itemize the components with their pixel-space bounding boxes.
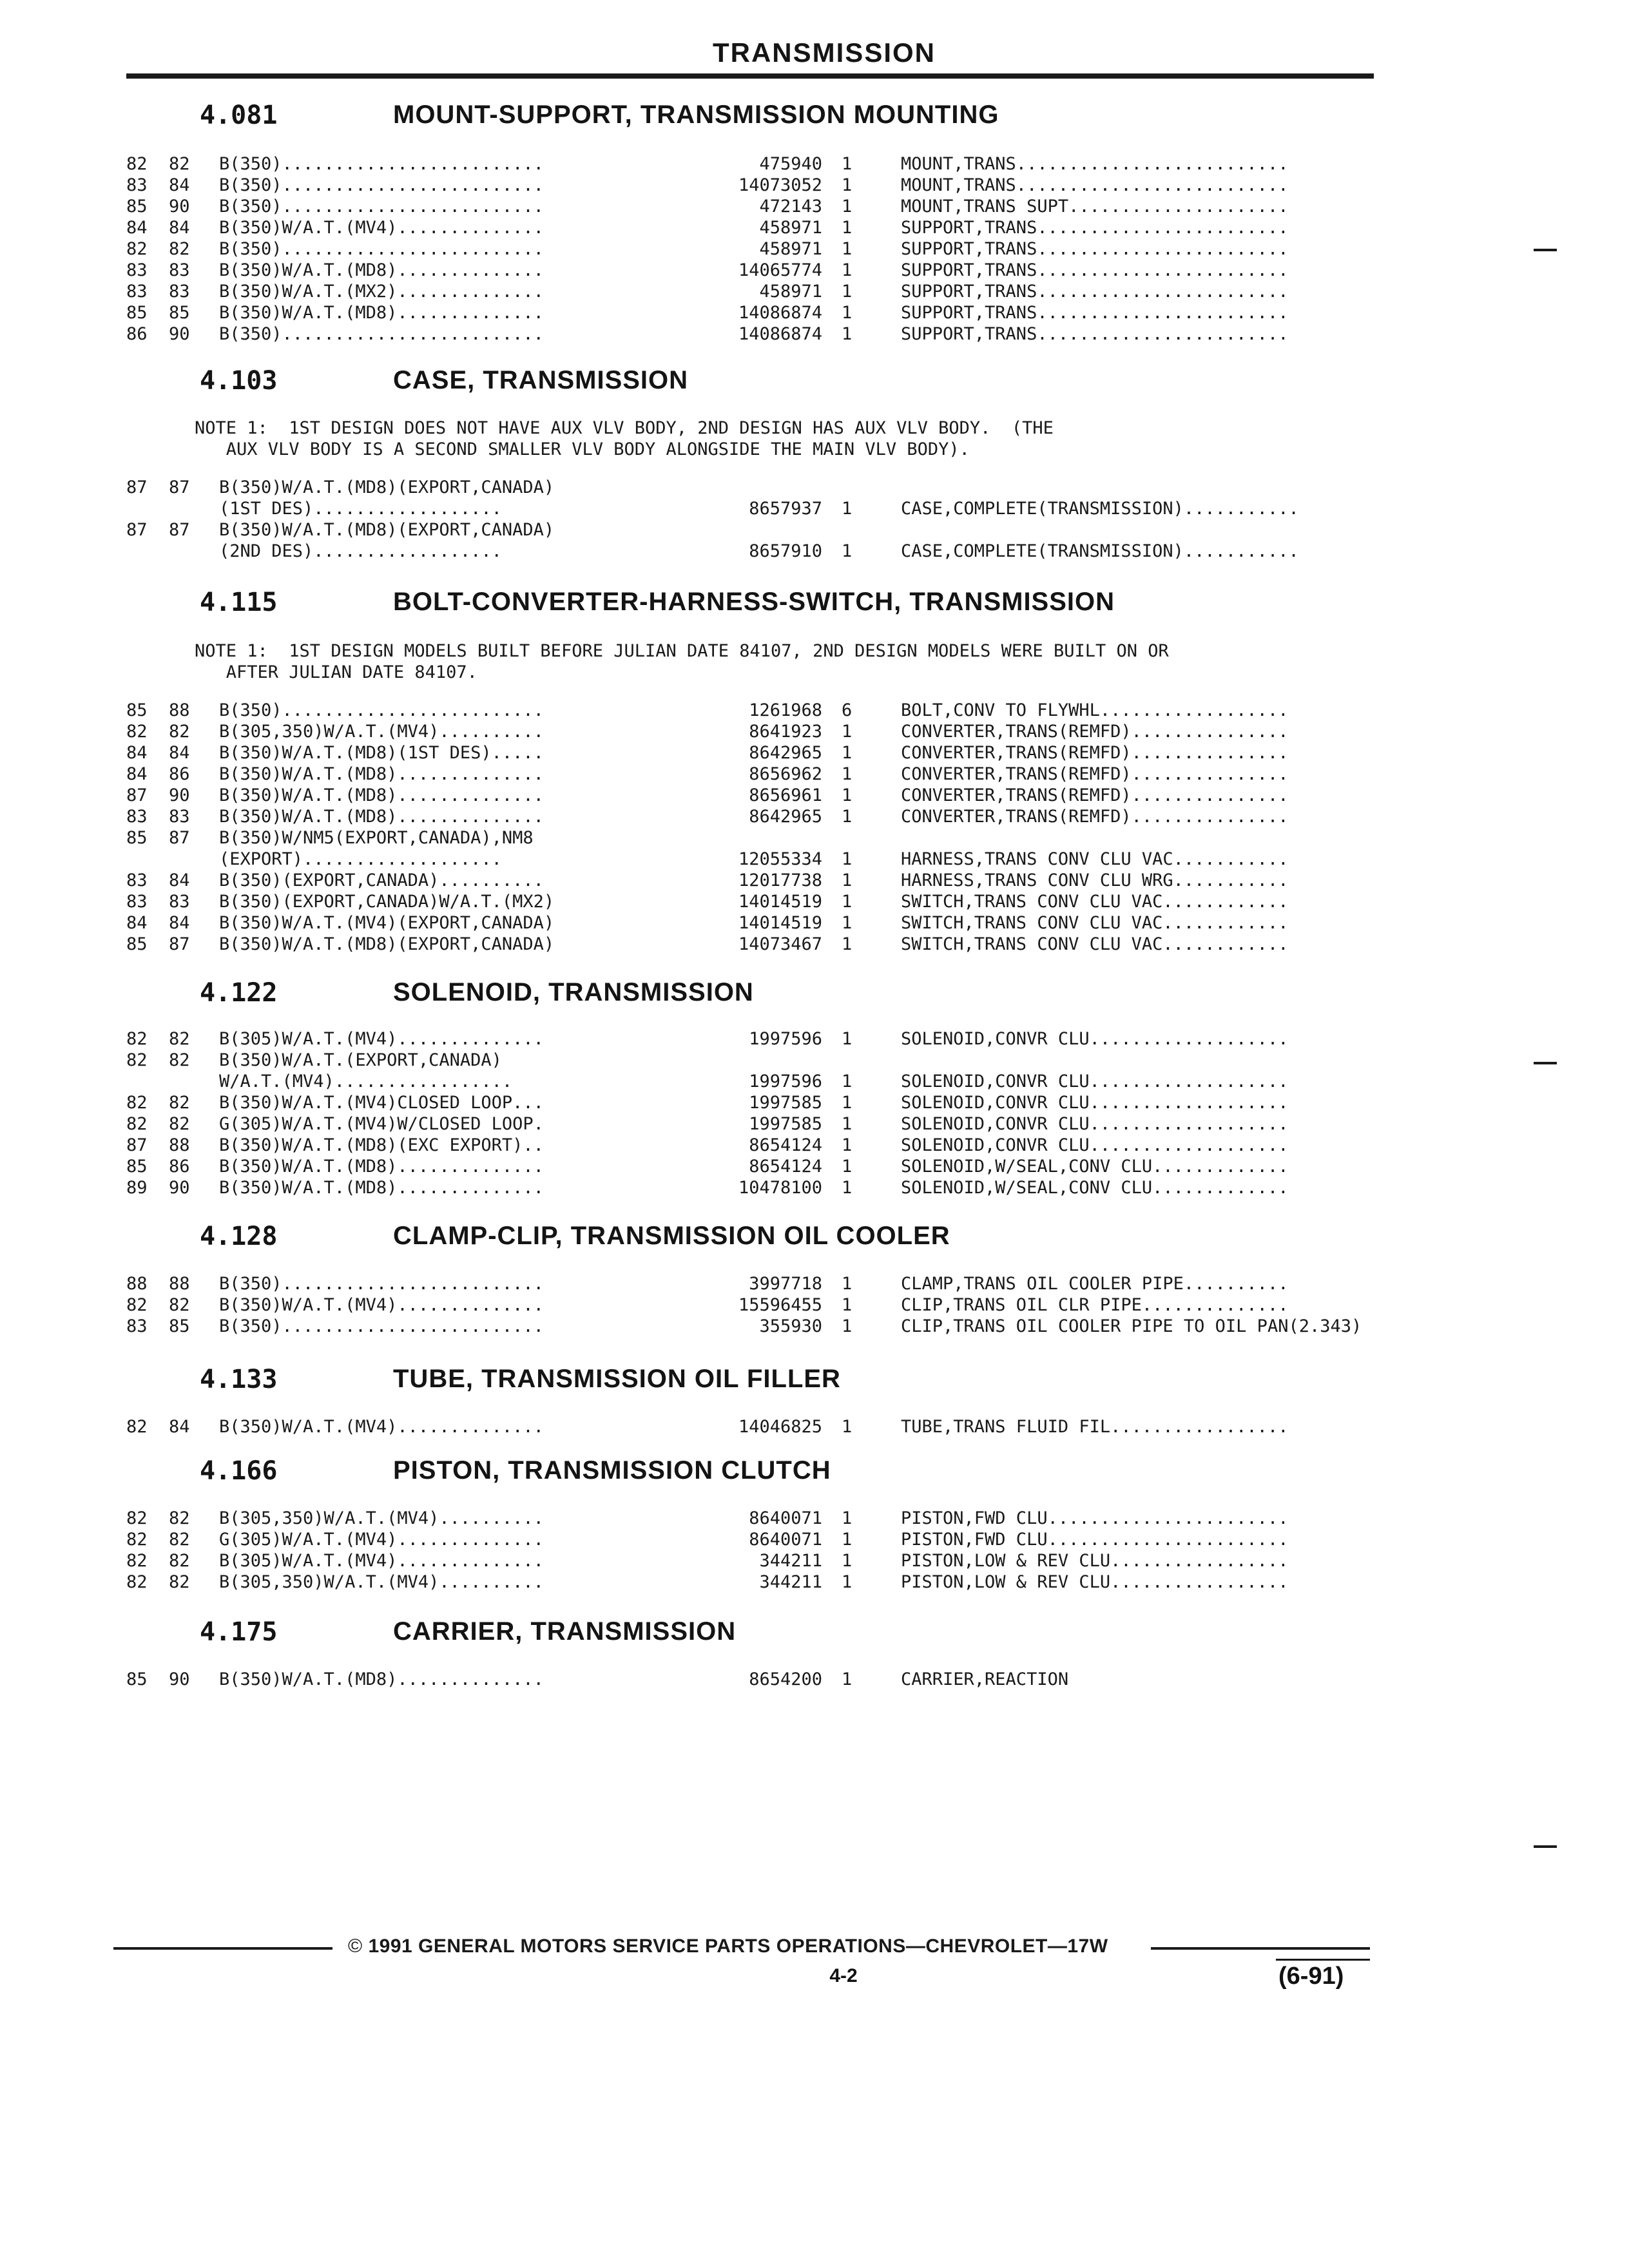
section-title: PISTON, TRANSMISSION CLUTCH [393,1456,831,1485]
quantity: 1 [842,1316,853,1336]
year-from: 83 [126,807,148,827]
part-number: 458971 [759,282,822,302]
part-number: 8656962 [749,764,822,784]
section-number: 4.103 [200,366,278,396]
year-to: 83 [169,282,190,302]
note-line: AFTER JULIAN DATE 84107. [195,662,477,682]
part-description: PISTON,FWD CLU....................... [901,1530,1289,1550]
year-to: 82 [169,722,190,742]
part-number: 1261968 [749,700,822,720]
year-to: 82 [169,1050,190,1070]
part-number: 8654124 [749,1135,822,1155]
part-description: CONVERTER,TRANS(REMFD)............... [901,764,1289,784]
part-number: 475940 [759,154,822,174]
year-to: 84 [169,218,190,238]
revision-date: (6-91) [1278,1963,1344,1990]
year-to: 82 [169,1029,190,1049]
part-number: 1997585 [749,1114,822,1134]
section-title: CASE, TRANSMISSION [393,366,689,394]
year-from: 83 [126,870,148,890]
year-to: 82 [169,1530,190,1550]
part-number: 14065774 [738,260,822,280]
model-application: (1ST DES).................. [219,499,502,519]
part-number: 8654124 [749,1157,822,1177]
quantity: 1 [842,722,853,742]
section-number: 4.166 [200,1456,278,1486]
part-number: 8657910 [749,541,822,561]
part-description: SOLENOID,CONVR CLU................... [901,1029,1289,1049]
model-application: (2ND DES).................. [219,541,502,561]
part-number: 344211 [759,1572,822,1592]
section-title: TUBE, TRANSMISSION OIL FILLER [393,1365,841,1393]
year-to: 82 [169,1114,190,1134]
quantity: 1 [842,197,853,216]
quantity: 1 [842,218,853,238]
year-from: 83 [126,892,148,912]
quantity: 1 [842,541,853,561]
year-to: 87 [169,477,190,497]
part-number: 14073052 [738,175,822,195]
part-description: SWITCH,TRANS CONV CLU VAC............ [901,934,1289,954]
year-to: 83 [169,260,190,280]
year-from: 84 [126,764,148,784]
section-title: MOUNT-SUPPORT, TRANSMISSION MOUNTING [393,101,999,129]
model-application: B(350)W/A.T.(MV4).............. [219,218,544,238]
part-number: 8656961 [749,785,822,805]
part-description: MOUNT,TRANS.......................... [901,175,1289,195]
part-number: 3997718 [749,1274,822,1294]
year-to: 88 [169,1135,190,1155]
note-line: AUX VLV BODY IS A SECOND SMALLER VLV BODY ALONGSIDE THE MAIN VLV BODY). [195,439,970,459]
section-number: 4.115 [200,588,278,617]
model-application: B(350)W/A.T.(MD8).............. [219,807,544,827]
model-application: B(350)W/NM5(EXPORT,CANADA),NM8 [219,828,534,848]
footer-rule-right [1151,1947,1370,1950]
year-to: 87 [169,934,190,954]
quantity: 6 [842,700,853,720]
year-to: 83 [169,892,190,912]
model-application: B(350)W/A.T.(MD8).............. [219,1669,544,1689]
page-header [0,37,1629,68]
model-application: B(350)......................... [219,700,544,720]
part-description: PISTON,FWD CLU....................... [901,1508,1289,1528]
part-description: MOUNT,TRANS.......................... [901,154,1289,174]
model-application: B(350)(EXPORT,CANADA).......... [219,870,544,890]
part-description: SUPPORT,TRANS........................ [901,303,1289,323]
part-description: CONVERTER,TRANS(REMFD)............... [901,785,1289,805]
part-number: 1997596 [749,1029,822,1049]
year-to: 82 [169,1093,190,1113]
part-description: SWITCH,TRANS CONV CLU VAC............ [901,892,1289,912]
part-number: 8657937 [749,499,822,519]
page-number: 4-2 [829,1965,858,1986]
model-application: B(350)......................... [219,175,544,195]
year-from: 82 [126,1417,148,1437]
year-from: 82 [126,1551,148,1571]
model-application: B(350)......................... [219,154,544,174]
year-to: 90 [169,197,190,216]
quantity: 1 [842,764,853,784]
part-number: 1997585 [749,1093,822,1113]
part-number: 344211 [759,1551,822,1571]
part-description: CLIP,TRANS OIL COOLER PIPE TO OIL PAN(2.343) [901,1316,1362,1336]
margin-mark [1534,249,1557,251]
model-application: B(350)......................... [219,324,544,344]
year-from: 85 [126,1669,148,1689]
quantity: 1 [842,1572,853,1592]
model-application: B(350)W/A.T.(MD8)(1ST DES)..... [219,743,544,763]
quantity: 1 [842,1530,853,1550]
quantity: 1 [842,870,853,890]
part-number: 15596455 [738,1295,822,1315]
section-note [195,640,1303,683]
part-number: 8654200 [749,1669,822,1689]
part-number: 14073467 [738,934,822,954]
part-number: 472143 [759,197,822,216]
margin-mark [1534,1845,1557,1848]
part-description: CONVERTER,TRANS(REMFD)............... [901,807,1289,827]
year-to: 84 [169,913,190,933]
part-description: TUBE,TRANS FLUID FIL................. [901,1417,1289,1437]
part-number: 14014519 [738,913,822,933]
model-application: W/A.T.(MV4)................. [219,1072,513,1091]
model-application: B(350)W/A.T.(MD8)(EXPORT,CANADA) [219,477,555,497]
year-from: 82 [126,1530,148,1550]
part-number: 8640071 [749,1530,822,1550]
year-to: 82 [169,1508,190,1528]
year-from: 89 [126,1178,148,1198]
model-application: B(350)W/A.T.(MV4)CLOSED LOOP... [219,1093,544,1113]
copyright-symbol: © [348,1936,363,1957]
year-from: 84 [126,218,148,238]
model-application: B(350)W/A.T.(MD8)(EXPORT,CANADA) [219,520,555,540]
quantity: 1 [842,175,853,195]
part-description: PISTON,LOW & REV CLU................. [901,1572,1289,1592]
part-number: 8642965 [749,807,822,827]
part-number: 458971 [759,239,822,259]
year-from: 85 [126,934,148,954]
quantity: 1 [842,892,853,912]
part-number: 8641923 [749,722,822,742]
year-to: 90 [169,785,190,805]
part-description: CLIP,TRANS OIL CLR PIPE.............. [901,1295,1289,1315]
section-title: BOLT-CONVERTER-HARNESS-SWITCH, TRANSMISSION [393,588,1115,616]
model-application: B(350)W/A.T.(MX2).............. [219,282,544,302]
year-to: 87 [169,520,190,540]
year-to: 82 [169,154,190,174]
model-application: B(350)W/A.T.(MD8)(EXC EXPORT).. [219,1135,544,1155]
model-application: B(350)W/A.T.(MD8).............. [219,764,544,784]
quantity: 1 [842,260,853,280]
part-number: 14086874 [738,324,822,344]
year-from: 86 [126,324,148,344]
section-number: 4.175 [200,1617,278,1647]
year-to: 85 [169,1316,190,1336]
model-application: B(305,350)W/A.T.(MV4).......... [219,1508,544,1528]
year-from: 83 [126,1316,148,1336]
quantity: 1 [842,324,853,344]
part-description: SOLENOID,CONVR CLU................... [901,1114,1289,1134]
quantity: 1 [842,154,853,174]
year-to: 88 [169,1274,190,1294]
quantity: 1 [842,1551,853,1571]
quantity: 1 [842,1157,853,1177]
margin-mark [1534,1062,1557,1064]
part-description: CONVERTER,TRANS(REMFD)............... [901,743,1289,763]
year-to: 84 [169,175,190,195]
part-description: SOLENOID,CONVR CLU................... [901,1093,1289,1113]
quantity: 1 [842,1669,853,1689]
model-application: B(305)W/A.T.(MV4).............. [219,1551,544,1571]
part-description: HARNESS,TRANS CONV CLU VAC........... [901,849,1289,869]
part-description: SOLENOID,W/SEAL,CONV CLU............. [901,1178,1289,1198]
model-application: B(350)W/A.T.(MV4).............. [219,1295,544,1315]
year-to: 82 [169,1572,190,1592]
quantity: 1 [842,239,853,259]
model-application: B(350)......................... [219,1274,544,1294]
year-from: 82 [126,1050,148,1070]
part-description: CASE,COMPLETE(TRANSMISSION)........... [901,541,1299,561]
year-to: 83 [169,807,190,827]
year-to: 84 [169,870,190,890]
quantity: 1 [842,499,853,519]
section-title: SOLENOID, TRANSMISSION [393,978,754,1006]
note-line: NOTE 1: 1ST DESIGN MODELS BUILT BEFORE JULIAN DATE 84107, 2ND DESIGN MODELS WERE BUILT ON OR [195,641,1169,661]
footer-rule-date [1276,1959,1370,1961]
part-description: SOLENOID,W/SEAL,CONV CLU............. [901,1157,1289,1177]
part-description: CASE,COMPLETE(TRANSMISSION)........... [901,499,1299,519]
footer-copyright [348,1936,1108,1957]
model-application: B(350)......................... [219,1316,544,1336]
year-from: 82 [126,1029,148,1049]
part-description: SOLENOID,CONVR CLU................... [901,1072,1289,1091]
year-to: 90 [169,1178,190,1198]
section-number: 4.122 [200,978,278,1008]
year-from: 82 [126,154,148,174]
year-from: 85 [126,303,148,323]
quantity: 1 [842,1114,853,1134]
part-description: SUPPORT,TRANS........................ [901,324,1289,344]
year-from: 83 [126,260,148,280]
quantity: 1 [842,849,853,869]
year-from: 83 [126,282,148,302]
note-line: NOTE 1: 1ST DESIGN DOES NOT HAVE AUX VLV BODY, 2ND DESIGN HAS AUX VLV BODY. (THE [195,418,1054,438]
year-to: 82 [169,239,190,259]
part-description: SWITCH,TRANS CONV CLU VAC............ [901,913,1289,933]
page-title: TRANSMISSION [712,37,936,68]
part-description: SUPPORT,TRANS........................ [901,239,1289,259]
part-description: SUPPORT,TRANS........................ [901,260,1289,280]
year-from: 82 [126,1114,148,1134]
model-application: B(305,350)W/A.T.(MV4).......... [219,722,544,742]
section-number: 4.133 [200,1365,278,1394]
quantity: 1 [842,1274,853,1294]
quantity: 1 [842,1417,853,1437]
quantity: 1 [842,1093,853,1113]
model-application: B(350)W/A.T.(MD8).............. [219,785,544,805]
year-to: 86 [169,764,190,784]
year-to: 88 [169,700,190,720]
year-from: 82 [126,239,148,259]
part-number: 12017738 [738,870,822,890]
quantity: 1 [842,303,853,323]
section-title: CLAMP-CLIP, TRANSMISSION OIL COOLER [393,1222,950,1250]
year-from: 85 [126,1157,148,1177]
quantity: 1 [842,1178,853,1198]
year-from: 83 [126,175,148,195]
year-from: 84 [126,913,148,933]
section-number: 4.081 [200,101,278,130]
part-number: 458971 [759,218,822,238]
section-note [195,418,1303,460]
year-to: 85 [169,303,190,323]
model-application: B(350)W/A.T.(MD8).............. [219,1157,544,1177]
model-application: G(305)W/A.T.(MV4)W/CLOSED LOOP. [219,1114,544,1134]
model-application: G(305)W/A.T.(MV4).............. [219,1530,544,1550]
quantity: 1 [842,934,853,954]
quantity: 1 [842,1029,853,1049]
year-to: 90 [169,324,190,344]
part-description: MOUNT,TRANS SUPT..................... [901,197,1289,216]
part-number: 12055334 [738,849,822,869]
model-application: B(350)......................... [219,197,544,216]
year-from: 85 [126,197,148,216]
quantity: 1 [842,807,853,827]
year-from: 87 [126,477,148,497]
quantity: 1 [842,1135,853,1155]
year-from: 88 [126,1274,148,1294]
year-from: 82 [126,1508,148,1528]
model-application: B(350)W/A.T.(MD8).............. [219,260,544,280]
year-to: 84 [169,1417,190,1437]
year-from: 82 [126,1295,148,1315]
part-description: CLAMP,TRANS OIL COOLER PIPE.......... [901,1274,1289,1294]
year-from: 85 [126,700,148,720]
year-to: 87 [169,828,190,848]
year-from: 82 [126,1572,148,1592]
model-application: B(305,350)W/A.T.(MV4).......... [219,1572,544,1592]
year-from: 84 [126,743,148,763]
model-application: (EXPORT)................... [219,849,502,869]
quantity: 1 [842,1072,853,1091]
model-application: B(350)W/A.T.(MV4).............. [219,1417,544,1437]
footer-rule-left [113,1947,333,1950]
quantity: 1 [842,1295,853,1315]
part-description: SOLENOID,CONVR CLU................... [901,1135,1289,1155]
year-from: 82 [126,1093,148,1113]
year-from: 87 [126,1135,148,1155]
part-number: 14014519 [738,892,822,912]
model-application: B(350)W/A.T.(MV4)(EXPORT,CANADA) [219,913,555,933]
header-rule [126,73,1374,79]
year-to: 90 [169,1669,190,1689]
year-from: 82 [126,722,148,742]
part-description: SUPPORT,TRANS........................ [901,218,1289,238]
footer-publisher: 1991 GENERAL MOTORS SERVICE PARTS OPERATIONS—CHEVROLET—17W [368,1936,1108,1957]
part-number: 8642965 [749,743,822,763]
part-number: 14086874 [738,303,822,323]
model-application: B(350)W/A.T.(MD8).............. [219,303,544,323]
section-title: CARRIER, TRANSMISSION [393,1617,737,1646]
section-number: 4.128 [200,1222,278,1251]
year-from: 87 [126,785,148,805]
model-application: B(305)W/A.T.(MV4).............. [219,1029,544,1049]
footer-page [0,1965,1629,1987]
model-application: B(350)W/A.T.(MD8)(EXPORT,CANADA) [219,934,555,954]
quantity: 1 [842,913,853,933]
year-from: 85 [126,828,148,848]
year-to: 82 [169,1551,190,1571]
year-to: 84 [169,743,190,763]
year-to: 86 [169,1157,190,1177]
part-number: 14046825 [738,1417,822,1437]
quantity: 1 [842,785,853,805]
part-number: 8640071 [749,1508,822,1528]
part-number: 10478100 [738,1178,822,1198]
model-application: B(350)W/A.T.(EXPORT,CANADA) [219,1050,502,1070]
part-number: 1997596 [749,1072,822,1091]
part-number: 355930 [759,1316,822,1336]
quantity: 1 [842,743,853,763]
model-application: B(350)W/A.T.(MD8).............. [219,1178,544,1198]
part-description: SUPPORT,TRANS........................ [901,282,1289,302]
part-description: HARNESS,TRANS CONV CLU WRG........... [901,870,1289,890]
quantity: 1 [842,282,853,302]
year-to: 82 [169,1295,190,1315]
part-description: PISTON,LOW & REV CLU................. [901,1551,1289,1571]
part-description: CARRIER,REACTION [901,1669,1069,1689]
year-from: 87 [126,520,148,540]
model-application: B(350)......................... [219,239,544,259]
part-description: BOLT,CONV TO FLYWHL.................. [901,700,1289,720]
model-application: B(350)(EXPORT,CANADA)W/A.T.(MX2) [219,892,555,912]
part-description: CONVERTER,TRANS(REMFD)............... [901,722,1289,742]
quantity: 1 [842,1508,853,1528]
